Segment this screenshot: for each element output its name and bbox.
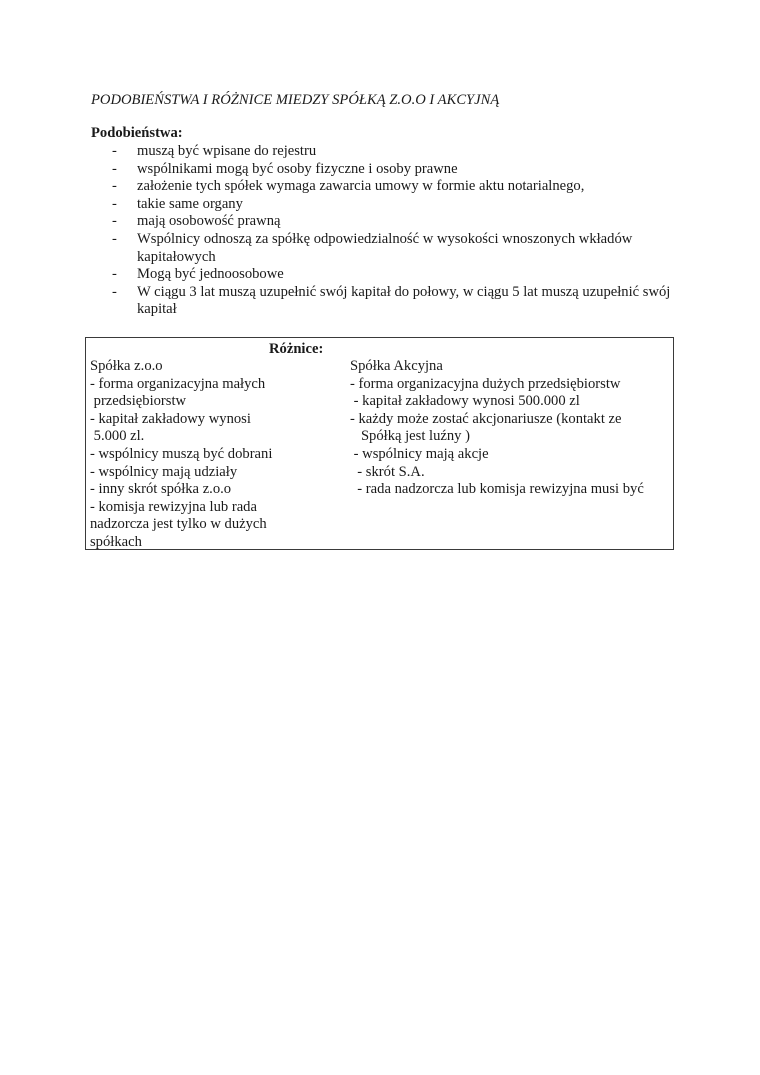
bullet-dash: -	[112, 283, 117, 300]
column-line: 5.000 zl.	[90, 428, 145, 445]
list-item	[0, 161, 677, 179]
bullet-dash: -	[112, 160, 117, 177]
column-line: - kapitał zakładowy wynosi	[90, 410, 251, 427]
column-line: - skrót S.A.	[350, 463, 425, 480]
bullet-dash: -	[112, 213, 117, 230]
similarities-list	[0, 143, 760, 319]
list-item	[0, 284, 677, 319]
list-item-text: wspólnikami mogą być osoby fizyczne i osoby prawne	[137, 160, 458, 177]
differences-heading: Różnice:	[269, 341, 324, 357]
list-item	[0, 143, 677, 161]
column-line: nadzorcza jest tylko w dużych	[90, 516, 267, 533]
column-line: - każdy może zostać akcjonariusze (kontakt ze	[350, 410, 622, 427]
column-line: Spółka Akcyjna	[350, 358, 443, 374]
column-line: - komisja rewizyjna lub rada	[90, 498, 257, 515]
bullet-dash: -	[112, 178, 117, 195]
bullet-dash: -	[112, 143, 117, 159]
bullet-dash: -	[112, 266, 117, 283]
column-line: - rada nadzorcza lub komisja rewizyjna musi być	[350, 481, 644, 498]
spolka-zoo-column	[90, 358, 300, 552]
list-item-text: W ciągu 3 lat muszą uzupełnić swój kapitał do połowy, w ciągu 5 lat muszą uzupełnić swój kapitał	[137, 283, 671, 318]
list-item-text: założenie tych spółek wymaga zawarcia umowy w formie aktu notarialnego,	[137, 178, 585, 195]
differences-table	[85, 337, 674, 550]
column-line: - inny skrót spółka z.o.o	[90, 481, 232, 498]
column-line: Spółka z.o.o	[90, 358, 163, 374]
list-item	[0, 231, 677, 266]
column-line: - wspólnicy muszą być dobrani	[90, 445, 273, 462]
column-line: - wspólnicy mają akcje	[350, 445, 489, 462]
column-line: - forma organizacyjna małych	[90, 375, 266, 392]
column-line: - wspólnicy mają udziały	[90, 463, 238, 480]
list-item	[0, 178, 677, 196]
list-item	[0, 196, 677, 214]
column-line: przedsiębiorstw	[90, 393, 187, 410]
bullet-dash: -	[112, 230, 117, 247]
list-item-text: Wspólnicy odnoszą za spółkę odpowiedzialność w wysokości wnoszonych wkładów kapitałowych	[137, 230, 633, 265]
list-item-text: mają osobowość prawną	[137, 213, 281, 230]
list-item	[0, 213, 677, 231]
column-line: - forma organizacyjna dużych przedsiębiorstw	[350, 375, 621, 392]
list-item	[0, 266, 677, 284]
column-line: spółkach	[90, 533, 142, 550]
list-item-text: takie same organy	[137, 195, 243, 212]
bullet-dash: -	[112, 195, 117, 212]
column-line: - kapitał zakładowy wynosi 500.000 zl	[350, 393, 580, 410]
spolka-akcyjna-column	[350, 358, 672, 499]
column-line: Spółką jest luźny )	[350, 428, 470, 445]
similarities-heading: Podobieństwa:	[91, 125, 183, 141]
list-item-text: Mogą być jednoosobowe	[137, 266, 284, 283]
list-item-text: muszą być wpisane do rejestru	[137, 143, 317, 159]
document-title: PODOBIEŃSTWA I RÓŻNICE MIEDZY SPÓŁKĄ Z.O.O I AKCYJNĄ	[91, 92, 500, 108]
